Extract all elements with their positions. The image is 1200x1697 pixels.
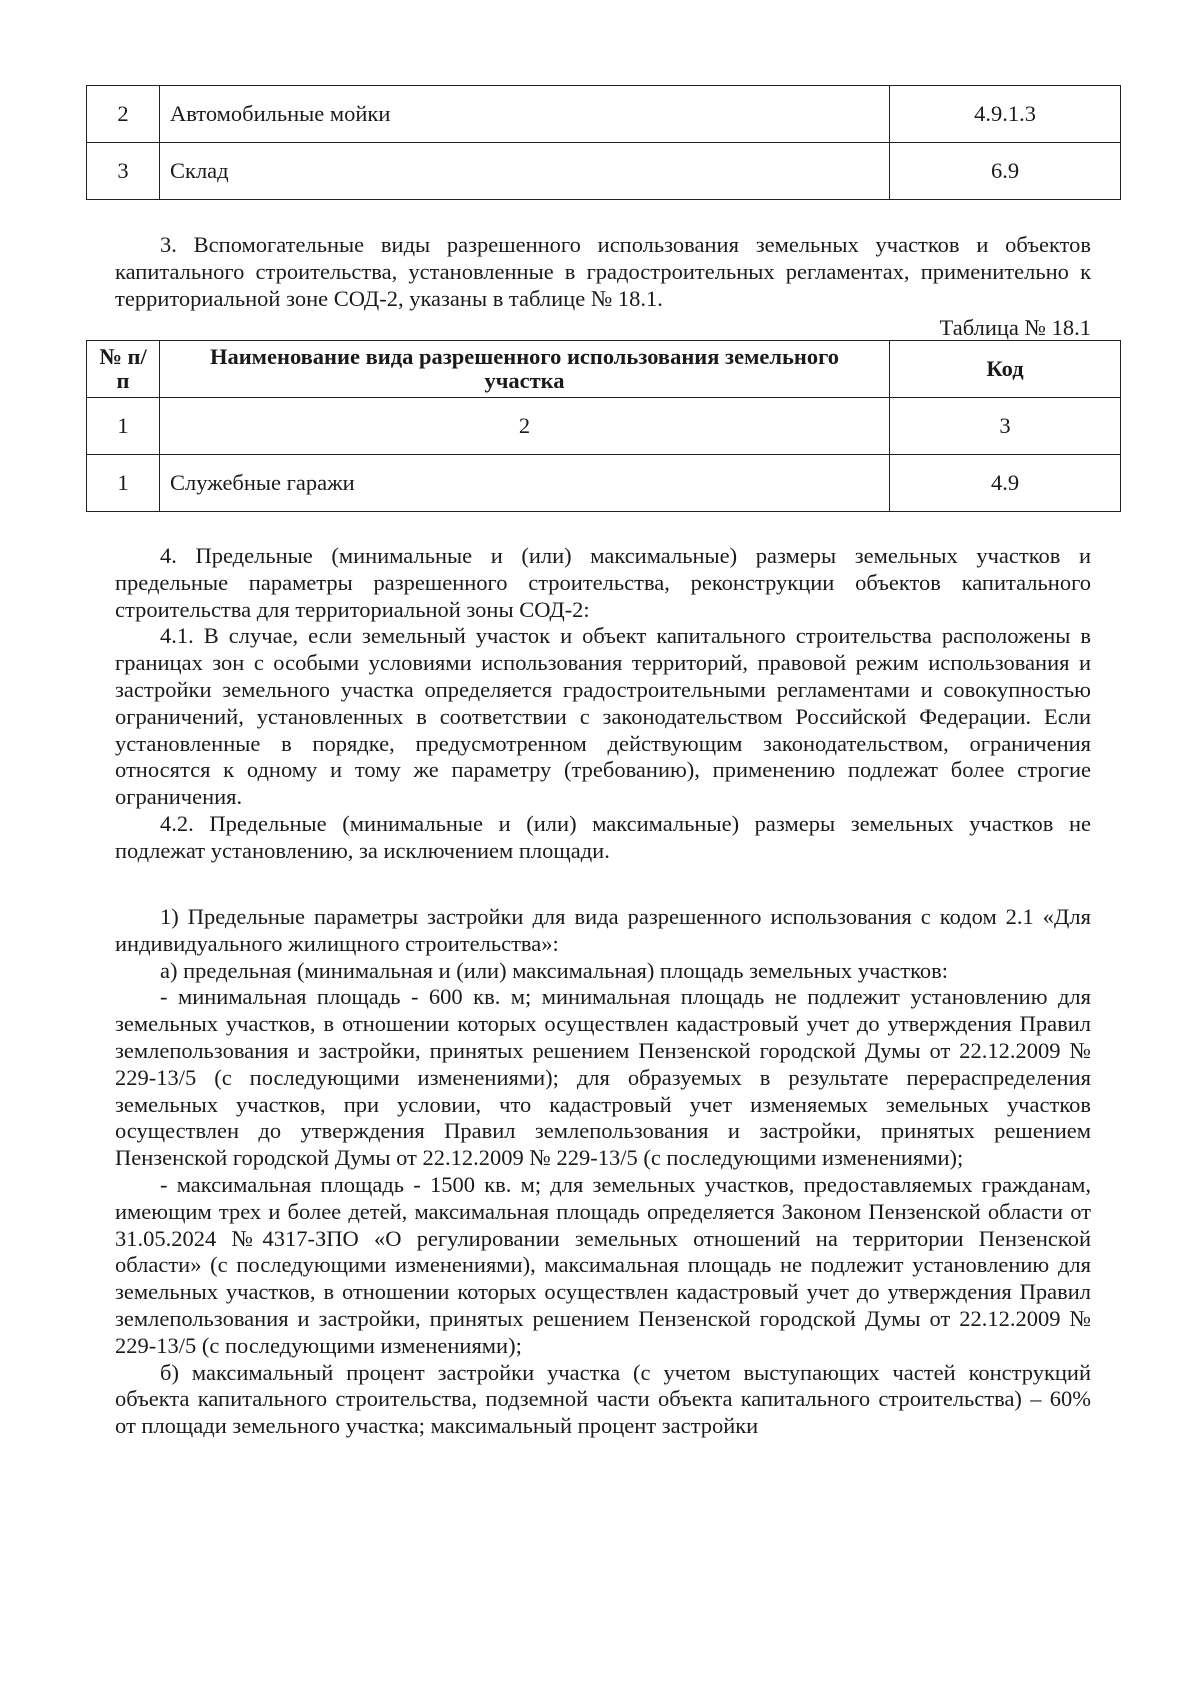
row-number: 3 — [87, 143, 160, 200]
use-type-name: Автомобильные мойки — [160, 86, 890, 143]
table-index-row — [87, 398, 1121, 455]
header-number: № п/п — [87, 341, 160, 398]
use-type-name: Склад — [160, 143, 890, 200]
header-code: Код — [890, 341, 1121, 398]
land-use-table-continuation — [86, 85, 1121, 200]
header-name: Наименование вида разрешенного использования земельного участка — [160, 341, 890, 398]
section-3-paragraph: 3. Вспомогательные виды разрешенного использования земельных участков и объектов капитального строительства, установленные в градостроительных регламентах, применительно к территориальной зоне СОД-2, указаны в таблице № 18.1. — [115, 232, 1091, 311]
use-type-code: 6.9 — [890, 143, 1121, 200]
row-number: 1 — [87, 455, 160, 512]
section-4-2-paragraph: 4.2. Предельные (минимальные и (или) максимальные) размеры земельных участков не подлежат установлению, за исключением площади. — [115, 810, 1091, 863]
section-4 — [115, 543, 1091, 865]
minimum-area-paragraph: - минимальная площадь - 600 кв. м; минимальная площадь не подлежит установлению для земельных участков, в отношении которых осуществлен кадастровый учет до утверждения Правил землепользования и застройки, принятых решением Пензенской городской Думы от 22.12.2009 № 229-13/5 (с последующими изменениями); для образуемых в результате перераспределения земельных участков, при условии, что кадастровый учет изменяемых земельных участков осуществлен до утверждения Правил землепользования и застройки, принятых решением Пензенской городской Думы от 22.12.2009 № 229-13/5 (с последующими изменениями); — [115, 984, 1091, 1171]
use-type-code: 4.9.1.3 — [890, 86, 1121, 143]
section-4-1-paragraph: 4.1. В случае, если земельный участок и объект капитального строительства расположены в границах зон с особыми условиями использования территорий, правовой режим использования и застройки земельного участка определяется градостроительными регламентами и совокупностью ограничений, установленных в соответствии с законодательством Российской Федерации. Если установленные в порядке, предусмотренном действующим законодательством, ограничения относятся к одному и тому же параметру (требованию), применению подлежат более строгие ограничения. — [115, 623, 1091, 810]
use-type-code: 4.9 — [890, 455, 1121, 512]
table-header-row — [87, 341, 1121, 398]
section-4-intro: 4. Предельные (минимальные и (или) максимальные) размеры земельных участков и предельные параметры разрешенного строительства, реконструкции объектов капитального строительства для территориальной зоны СОД-2: — [115, 543, 1091, 622]
parameters-heading: 1) Предельные параметры застройки для вида разрешенного использования с кодом 2.1 «Для индивидуального жилищного строительства»: — [115, 904, 1091, 956]
table-row — [87, 143, 1121, 200]
table-row — [87, 86, 1121, 143]
auxiliary-use-table — [86, 340, 1121, 512]
index-number: 1 — [87, 398, 160, 455]
use-type-name: Служебные гаражи — [160, 455, 890, 512]
row-number: 2 — [87, 86, 160, 143]
building-parameters — [115, 904, 1091, 1440]
index-code: 3 — [890, 398, 1121, 455]
section-3 — [115, 232, 1091, 312]
parameter-a: а) предельная (минимальная и (или) максимальная) площадь земельных участков: — [160, 957, 949, 983]
maximum-area-paragraph: - максимальная площадь - 1500 кв. м; для земельных участков, предоставляемых гражданам, имеющим трех и более детей, максимальная площадь определяется Законом Пензенской области от 31.05.2024 №4317-ЗПО «О регулировании земельных отношений на территории Пензенской области» (с последующими изменениями), максимальная площадь не подлежит установлению для земельных участков, в отношении которых осуществлен кадастровый учет до утверждения Правил землепользования и застройки, принятых решением Пензенской городской Думы от 22.12.2009 № 229-13/5 (с последующими изменениями); — [115, 1171, 1091, 1358]
parameter-b: б) максимальный процент застройки участка (с учетом выступающих частей конструкций объекта капитального строительства, подземной части объекта капитального строительства) – 60% от площади земельного участка; максимальный процент застройки — [115, 1359, 1091, 1439]
table-row — [87, 455, 1121, 512]
index-name: 2 — [160, 398, 890, 455]
table-caption: Таблица № 18.1 — [939, 315, 1091, 340]
